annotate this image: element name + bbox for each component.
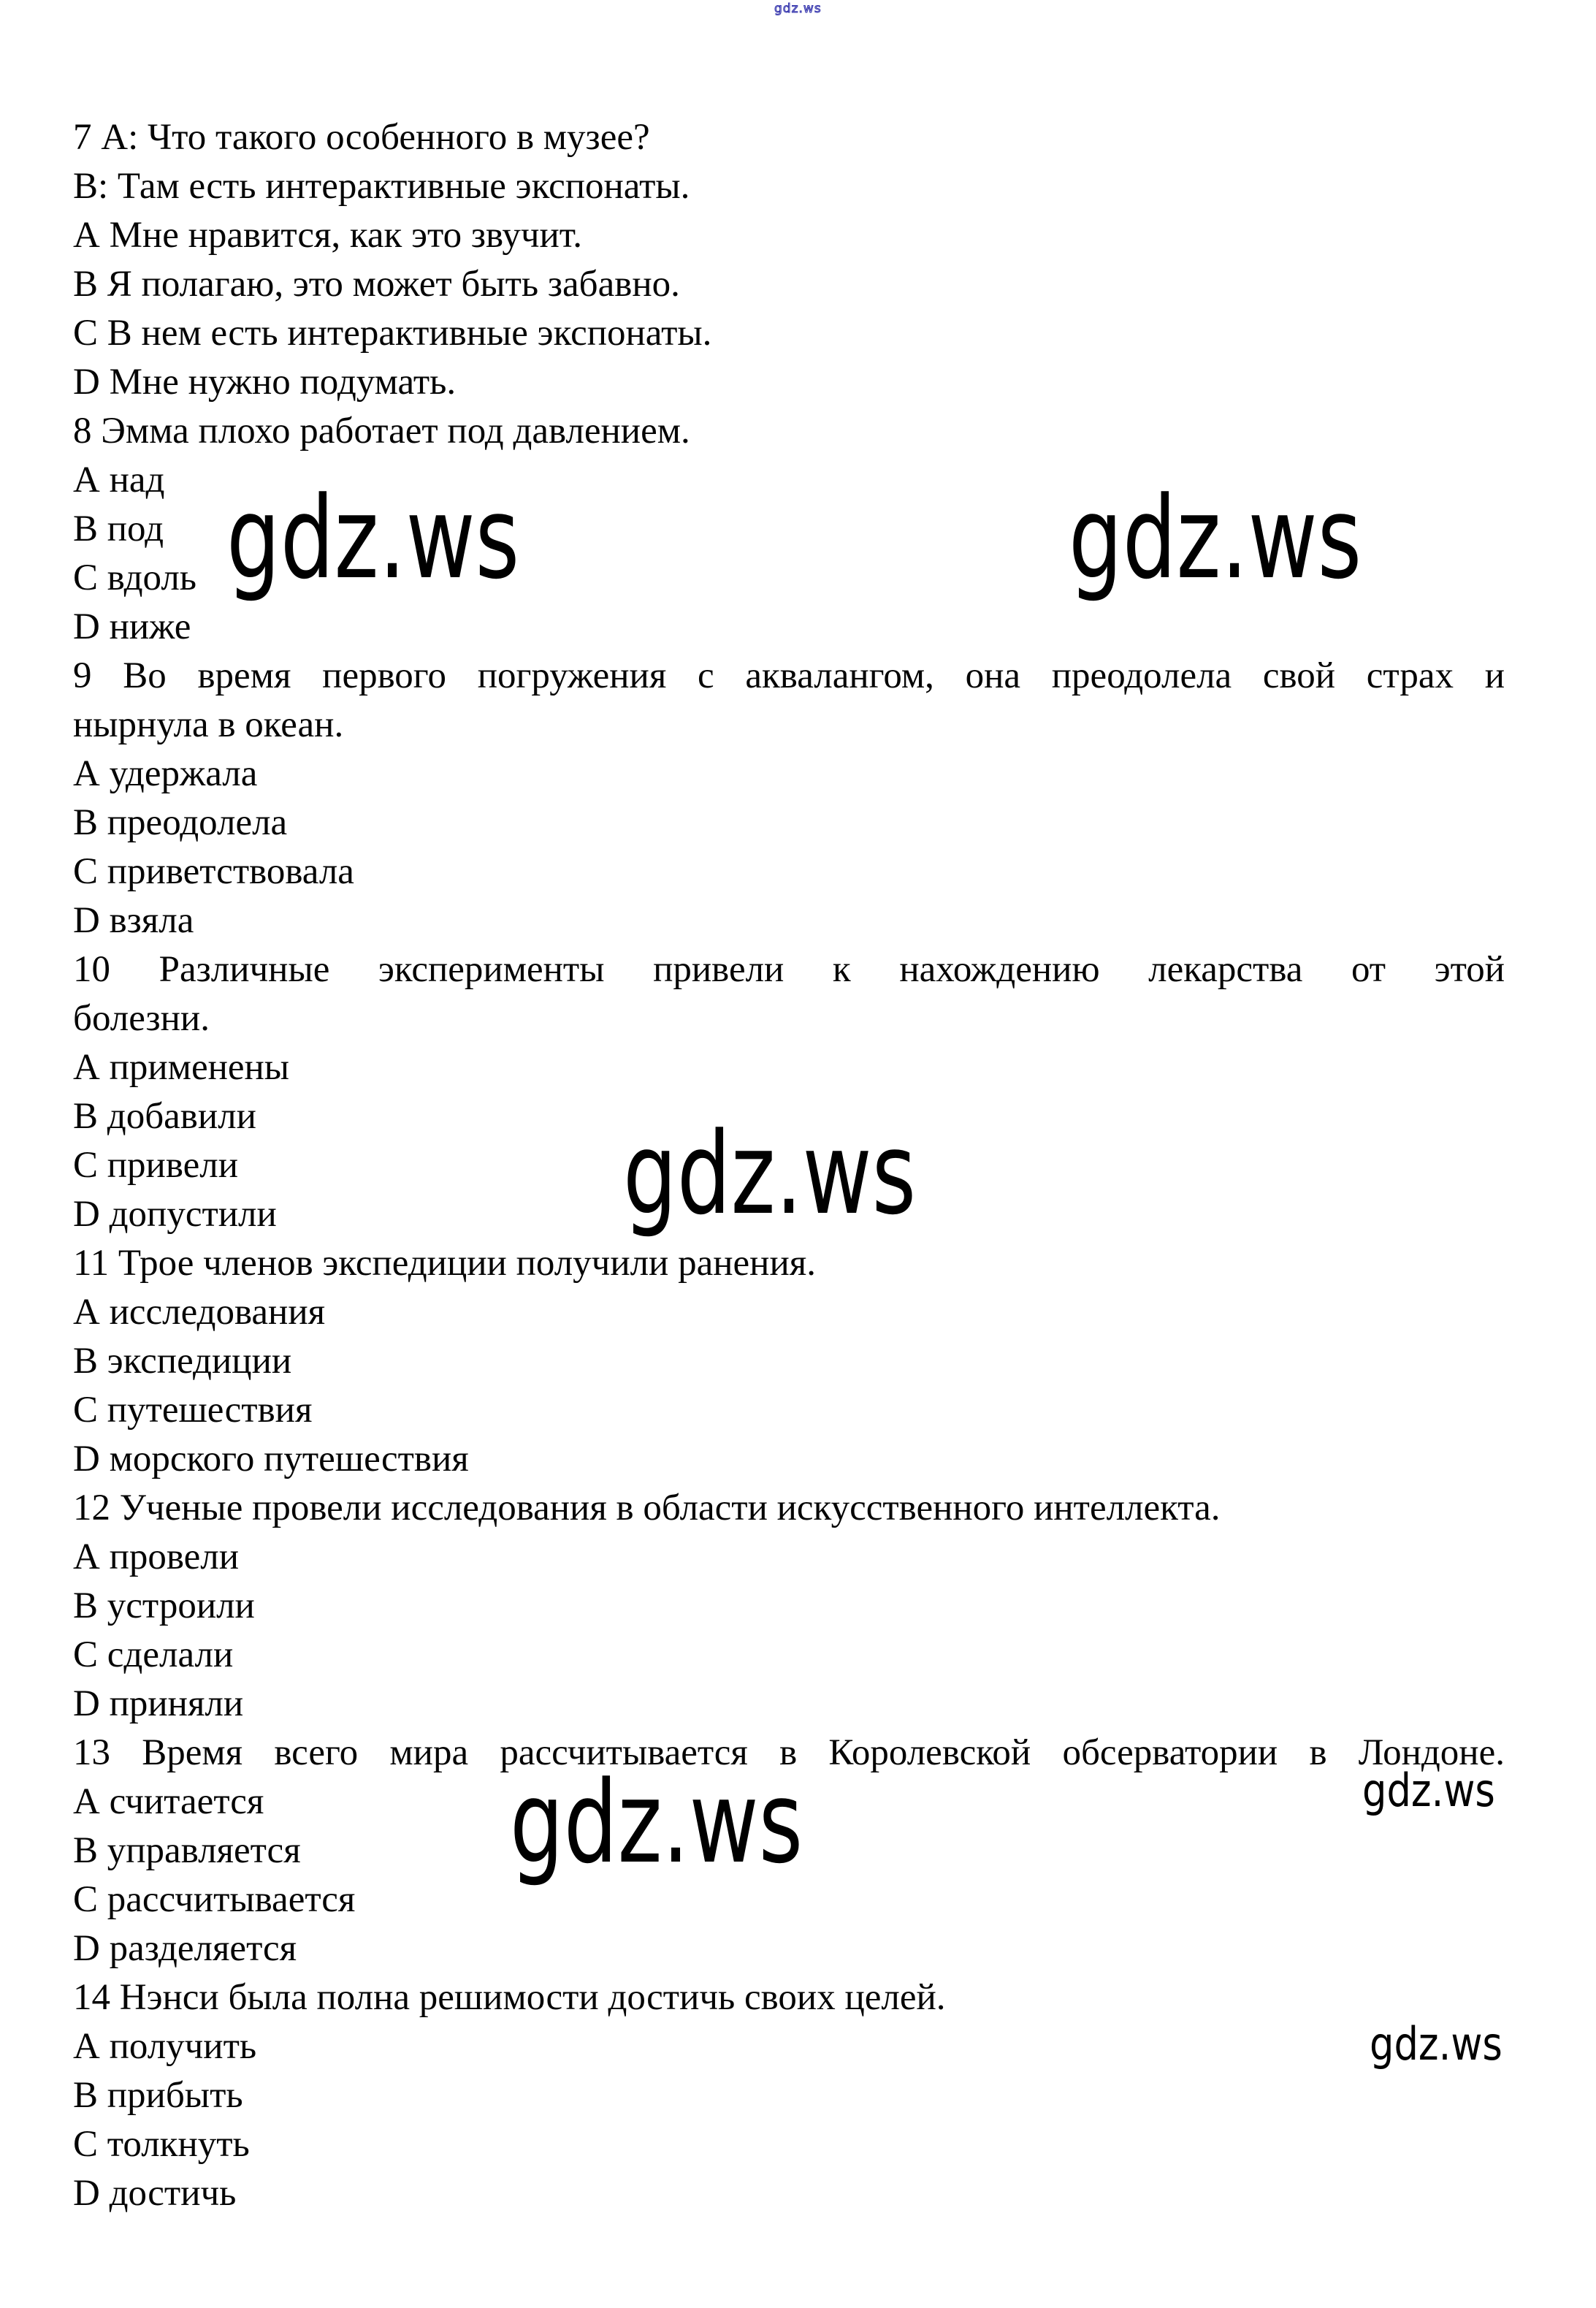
option-line-14a: А получить — [73, 2026, 257, 2067]
option-line-12b: В устроили — [73, 1585, 255, 1626]
question-line-12: 12 Ученые провели исследования в области искусственного интеллекта. — [73, 1488, 1221, 1528]
question-line-11: 11 Трое членов экспедиции получили ранения. — [73, 1243, 816, 1284]
option-line-7a: А Мне нравится, как это звучит. — [73, 215, 582, 256]
option-line-9c: С приветствовала — [73, 851, 354, 892]
dialogue-line-b: В: Там есть интерактивные экспонаты. — [73, 166, 690, 207]
option-line-10b: В добавили — [73, 1096, 256, 1137]
watermark-gdzws-small-1: gdz.ws — [1362, 1764, 1495, 1817]
option-line-11c: С путешествия — [73, 1390, 313, 1431]
option-line-9d: D взяла — [73, 900, 194, 941]
option-line-11a: А исследования — [73, 1292, 326, 1333]
option-line-14b: В прибыть — [73, 2075, 243, 2116]
option-line-8b: В под — [73, 509, 164, 549]
option-line-11b: В экспедиции — [73, 1341, 292, 1382]
option-line-10c: С привели — [73, 1145, 239, 1186]
option-line-7d: D Мне нужно подумать. — [73, 362, 457, 403]
watermark-gdzws-large-3: gdz.ws — [623, 1108, 917, 1240]
watermark-gdzws-large-2: gdz.ws — [1069, 472, 1362, 604]
option-line-13b: В управляется — [73, 1830, 301, 1871]
watermark-gdzws-large-1: gdz.ws — [226, 472, 520, 604]
option-line-13a: А считается — [73, 1781, 264, 1822]
option-line-14d: D достичь — [73, 2173, 237, 2214]
watermark-gdzws-small-2: gdz.ws — [1370, 2017, 1503, 2071]
question-line-14: 14 Нэнси была полна решимости достичь своих целей. — [73, 1977, 946, 2018]
question-line-10: 10 Различные эксперименты привели к нахождению лекарства от этой — [73, 949, 1505, 990]
question-line-10-cont: болезни. — [73, 998, 210, 1039]
option-line-13c: С рассчитывается — [73, 1879, 356, 1920]
option-line-9b: В преодолела — [73, 802, 288, 843]
option-line-13d: D разделяется — [73, 1928, 297, 1969]
question-line-9: 9 Во время первого погружения с аквалангом, она преодолела свой страх и — [73, 655, 1505, 696]
option-line-10a: А применены — [73, 1047, 290, 1088]
question-line-9-cont: нырнула в океан. — [73, 704, 344, 745]
watermark-gdzws-top: gdz.ws — [774, 1, 822, 16]
option-line-14c: С толкнуть — [73, 2124, 250, 2165]
option-line-12d: D приняли — [73, 1683, 244, 1724]
option-line-12c: С сделали — [73, 1634, 234, 1675]
option-line-8d: D ниже — [73, 606, 191, 647]
option-line-8a: А над — [73, 460, 165, 500]
option-line-7c: С В нем есть интерактивные экспонаты. — [73, 313, 712, 354]
option-line-9a: А удержала — [73, 753, 258, 794]
option-line-8c: С вдоль — [73, 557, 197, 598]
watermark-gdzws-large-4: gdz.ws — [510, 1756, 803, 1889]
option-line-12a: А провели — [73, 1536, 240, 1577]
question-line-7: 7 А: Что такого особенного в музее? — [73, 117, 650, 158]
option-line-11d: D морского путешествия — [73, 1439, 469, 1479]
option-line-7b: В Я полагаю, это может быть забавно. — [73, 264, 680, 305]
question-line-13: 13 Время всего мира рассчитывается в Королевской обсерватории в Лондоне. — [73, 1732, 1505, 1773]
option-line-10d: D допустили — [73, 1194, 277, 1235]
question-line-8: 8 Эмма плохо работает под давлением. — [73, 411, 690, 452]
